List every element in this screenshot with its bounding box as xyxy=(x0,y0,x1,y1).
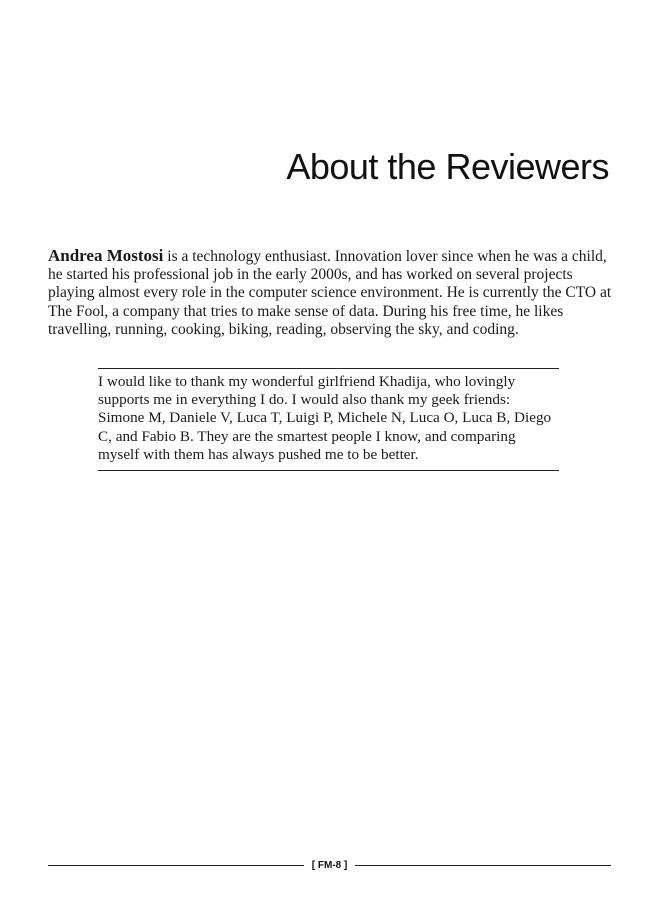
acknowledgement-box xyxy=(98,368,559,471)
reviewer-bio xyxy=(48,247,614,339)
page-footer xyxy=(48,855,611,875)
footer-rule-right xyxy=(355,865,611,866)
acknowledgement-text: I would like to thank my wonderful girlfriend Khadija, who lovingly supports me in everything I do. I would also thank my geek friends: Simone M, Daniele V, Luca T, Luigi P, Michele N, Luca O, Luca B, Diego C, and Fabio B. They are the smartest people I know, and comparing myself with them has always pushed me to be better. xyxy=(98,373,552,463)
page-number: [ FM-8 ] xyxy=(311,859,348,871)
footer-rule-left xyxy=(48,865,304,866)
page-title: About the Reviewers xyxy=(286,146,609,187)
reviewer-bio-text: is a technology enthusiast. Innovation lover since when he was a child, he started his professional job in the early 2000s, and has worked on several projects playing almost every role in the computer science environment. He is currently the CTO at The Fool, a company that tries to make sense of data. During his free time, he likes travelling, running, cooking, biking, reading, observing the sky, and coding. xyxy=(48,248,612,338)
reviewer-name: Andrea Mostosi xyxy=(48,246,164,265)
